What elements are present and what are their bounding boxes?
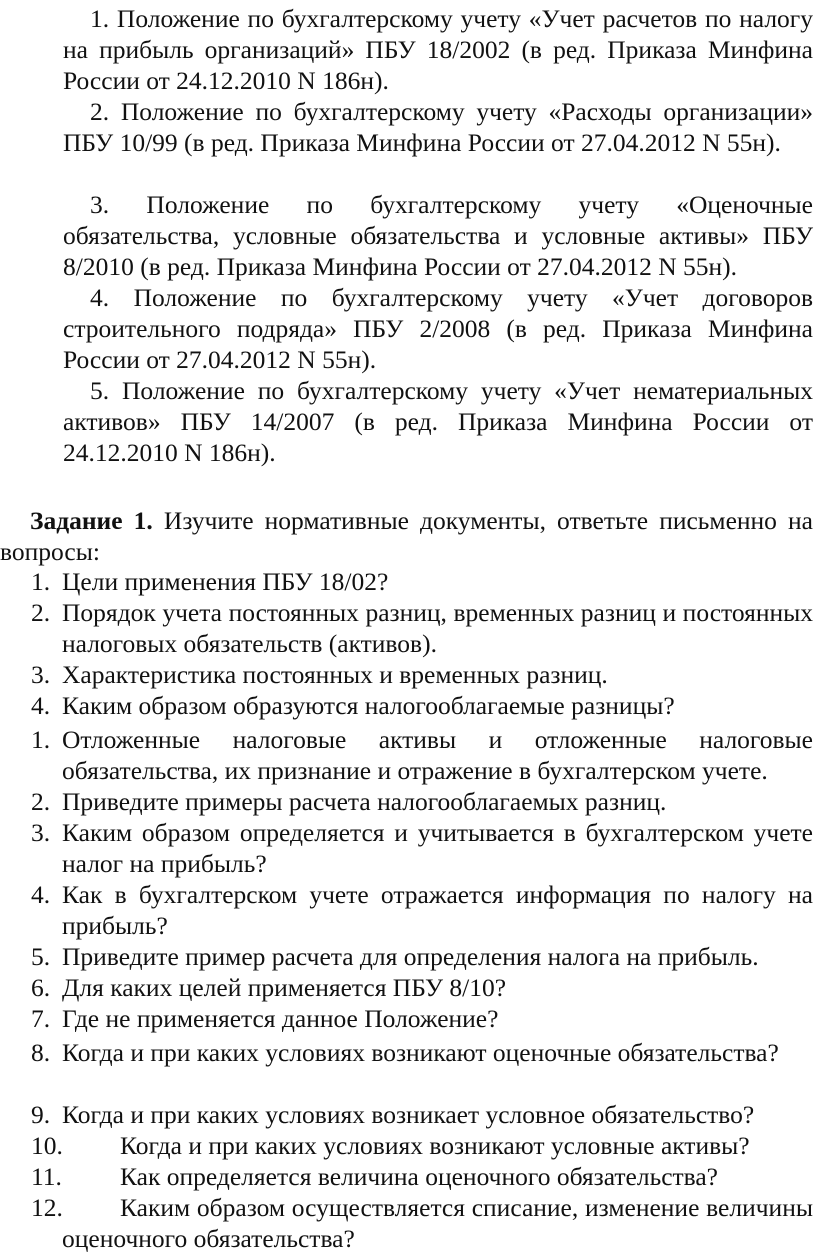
question-text: Приведите примеры расчета налогооблагаемых разниц. (62, 787, 667, 816)
question-number: 11. (31, 1162, 62, 1191)
question-number: 7. (31, 1004, 51, 1033)
source-item-1 (63, 3, 813, 96)
question-text: Характеристика постоянных и временных разниц. (62, 660, 608, 689)
question-text: Порядок учета постоянных разниц, временных разниц и постоянных налоговых обязательств (активов). (62, 598, 813, 658)
question-text: Где не применяется данное Положение? (62, 1004, 499, 1033)
source-text: Положение по бухгалтерскому учету «Учет договоров строительного подряда» ПБУ 2/2008 (в ред. Приказа Минфина России от 27.04.2012 N 55н). (63, 283, 814, 374)
source-number: 3. (90, 190, 110, 219)
question-text: Каким образом осуществляется списание, изменение величины оценочного обязательства? (62, 1193, 813, 1253)
source-number: 2. (90, 97, 110, 126)
question-text: Цели применения ПБУ 18/02? (62, 567, 389, 596)
question-number: 1. (31, 567, 51, 596)
source-item-2 (63, 96, 813, 158)
source-text: Положение по бухгалтерскому учету «Расходы организации» ПБУ 10/99 (в ред. Приказа Минфина России от 27.04.2012 N 55н). (63, 97, 814, 157)
question-number: 12. (31, 1193, 63, 1222)
question-text: Когда и при каких условиях возникают оценочные обязательства? (62, 1038, 779, 1067)
source-item-4 (63, 282, 813, 375)
question-number: 2. (31, 598, 51, 627)
source-number: 1. (90, 4, 110, 33)
question-number: 4. (31, 880, 51, 909)
question-number: 9. (31, 1100, 51, 1129)
question-number: 10. (31, 1131, 63, 1160)
task-label: Задание 1. (30, 506, 153, 535)
question-number: 3. (31, 660, 51, 689)
source-text: Положение по бухгалтерскому учету «Учет расчетов по налогу на прибыль организаций» ПБУ 18/2002 (в ред. Приказа Минфина России от 24.12.2010 N 186н). (63, 4, 814, 95)
question-number: 2. (31, 787, 51, 816)
question-text: Приведите пример расчета для определения налога на прибыль. (62, 942, 759, 971)
question-number: 4. (31, 691, 51, 720)
question-text: Когда и при каких условиях возникает условное обязательство? (62, 1100, 755, 1129)
question-text: Как определяется величина оценочного обязательства? (120, 1162, 719, 1191)
question-text: Отложенные налоговые активы и отложенные налоговые обязательства, их признание и отражение в бухгалтерском учете. (62, 725, 813, 785)
source-text: Положение по бухгалтерскому учету «Учет нематериальных активов» ПБУ 14/2007 (в ред. Приказа Минфина России от 24.12.2010 N 186н). (63, 376, 814, 467)
question-text: Когда и при каких условиях возникают условные активы? (120, 1131, 750, 1160)
task-intro: Изучите нормативные документы, ответьте письменно на вопросы: (0, 506, 813, 566)
question-number: 3. (31, 818, 51, 847)
source-text: Положение по бухгалтерскому учету «Оценочные обязательства, условные обязательства и условные активы» ПБУ 8/2010 (в ред. Приказа Минфина России от 27.04.2012 N 55н). (63, 190, 814, 281)
source-number: 4. (90, 283, 110, 312)
source-item-5 (63, 375, 813, 468)
question-text: Каким образом определяется и учитывается в бухгалтерском учете налог на прибыль? (62, 818, 813, 878)
question-text: Для каких целей применяется ПБУ 8/10? (62, 973, 507, 1002)
source-number: 5. (90, 376, 110, 405)
question-number: 8. (31, 1038, 51, 1067)
question-text: Как в бухгалтерском учете отражается информация по налогу на прибыль? (62, 880, 813, 940)
question-number: 1. (31, 725, 51, 754)
question-text: Каким образом образуются налогооблагаемые разницы? (62, 691, 675, 720)
question-number: 5. (31, 942, 51, 971)
task-paragraph (0, 505, 813, 567)
source-item-3 (63, 189, 813, 282)
question-number: 6. (31, 973, 51, 1002)
